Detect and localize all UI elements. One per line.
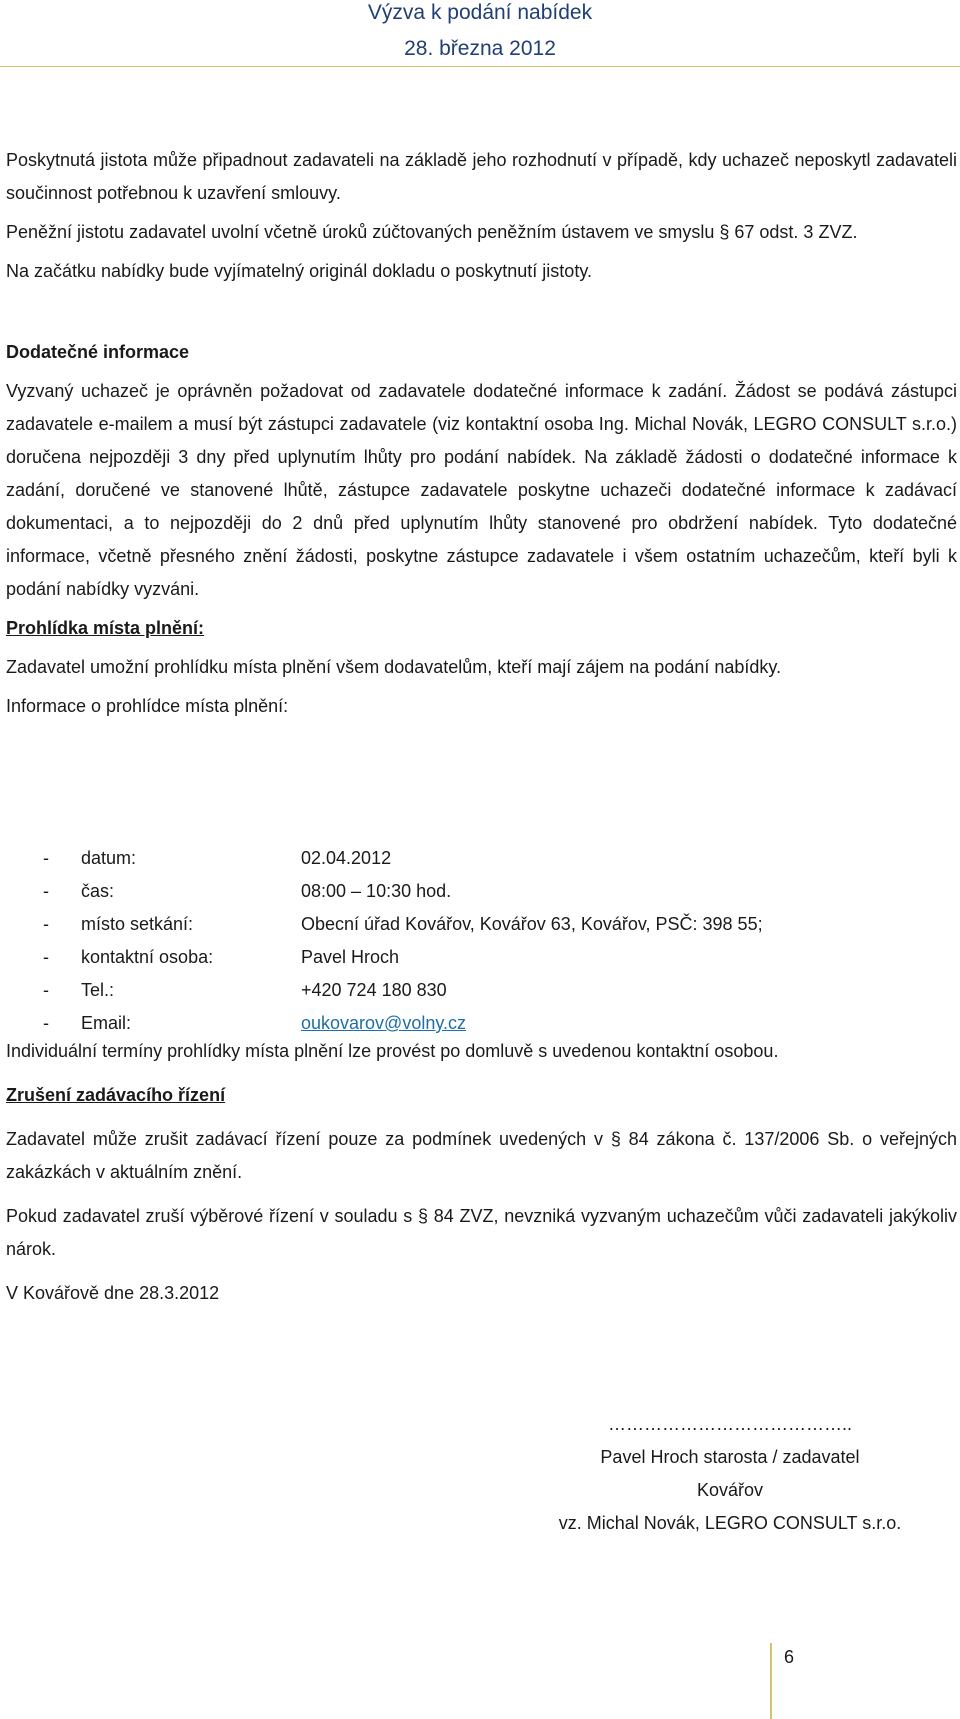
section-heading-prohlidka: Prohlídka místa plnění: [6, 618, 205, 638]
document-date: 28. března 2012 [404, 37, 556, 60]
document-body-continued [6, 1035, 957, 1310]
info-row-cas [6, 875, 946, 908]
section-heading-dodatecne-informace: Dodatečné informace [6, 342, 190, 362]
bullet-dash: - [43, 947, 49, 967]
info-label: místo setkání: [81, 914, 194, 934]
dodatecne-informace-paragraph: Vyzvaný uchazeč je oprávněn požadovat od zadavatele dodatečné informace k zadání. Žádost se podává zástupci zadavatele e-mailem a musí být zástupci zadavatele (viz kontaktní osoba Ing. Michal Novák, LEGRO CONSULT s.r.o.) doručena nejpozději 3 dny před uplynutím lhůty pro podání nabídek. Na základě žádosti o dodatečné informace k zadání, doručené ve stanovené lhůtě, zástupce zadavatele poskytne uchazeči dodatečné informace k zadávací dokumentaci, a to nejpozději do 2 dnů před uplynutím lhůty stanovené pro obdržení nabídek. Tyto dodatečné informace, včetně přesného znění žádosti, poskytne zástupce zadavatele i všem ostatním uchazečům, kteří byli k podání nabídky vyzváni. [6, 381, 957, 599]
section-heading-zruseni: Zrušení zadávacího řízení [6, 1085, 226, 1105]
info-value: Obecní úřad Kovářov, Kovářov 63, Kovářov, PSČ: 398 55; [301, 914, 763, 934]
email-link[interactable]: oukovarov@volny.cz [301, 1013, 467, 1033]
prohlidka-paragraph-1: Zadavatel umožní prohlídku místa plnění všem dodavatelům, kteří mají zájem na podání nabídky. [6, 657, 782, 677]
info-row-misto-setkani [6, 908, 946, 941]
prohlidka-paragraph-3: Individuální termíny prohlídky místa plnění lze provést po domluvě s uvedenou kontaktní osobou. [6, 1041, 779, 1061]
info-value: 08:00 – 10:30 hod. [301, 881, 452, 901]
info-value: Pavel Hroch [301, 947, 400, 967]
info-label: kontaktní osoba: [81, 947, 214, 967]
info-value: +420 724 180 830 [301, 980, 447, 1000]
info-label: datum: [81, 848, 137, 868]
jistota-paragraph-1: Poskytnutá jistota může připadnout zadavateli na základě jeho rozhodnutí v případě, kdy uchazeč neposkytl zadavateli součinnost potřebnou k uzavření smlouvy. [6, 150, 957, 203]
bullet-dash: - [43, 848, 49, 868]
info-label: Tel.: [81, 980, 115, 1000]
info-value: 02.04.2012 [301, 848, 392, 868]
document-body [6, 144, 957, 723]
signature-line-1: Pavel Hroch starosta / zadavatel [600, 1447, 860, 1467]
prohlidka-info-list [6, 842, 946, 1040]
info-label: čas: [81, 881, 115, 901]
signature-line-3: vz. Michal Novák, LEGRO CONSULT s.r.o. [558, 1513, 902, 1533]
place-and-date: V Kovářově dne 28.3.2012 [6, 1283, 220, 1303]
page-header [0, 0, 960, 67]
info-row-kontaktni-osoba [6, 941, 946, 974]
signature-block [520, 1408, 940, 1540]
document-title: Výzva k podání nabídek [367, 1, 593, 24]
info-row-tel [6, 974, 946, 1007]
bullet-dash: - [43, 980, 49, 1000]
jistota-paragraph-2: Peněžní jistotu zadavatel uvolní včetně úroků zúčtovaných peněžním ústavem ve smyslu § 67 odst. 3 ZVZ. [6, 222, 858, 242]
page-footer [770, 1643, 840, 1719]
bullet-dash: - [43, 881, 49, 901]
signature-dots: ………………………………….. [607, 1414, 852, 1434]
bullet-dash: - [43, 1013, 49, 1033]
info-label: Email: [81, 1013, 132, 1033]
prohlidka-paragraph-2: Informace o prohlídce místa plnění: [6, 696, 289, 716]
info-row-datum [6, 842, 946, 875]
zruseni-paragraph-2: Pokud zadavatel zruší výběrové řízení v souladu s § 84 ZVZ, nevzniká vyzvaným uchazečům vůči zadavateli jakýkoliv nárok. [6, 1206, 957, 1259]
jistota-paragraph-3: Na začátku nabídky bude vyjímatelný originál dokladu o poskytnutí jistoty. [6, 261, 592, 281]
bullet-dash: - [43, 914, 49, 934]
page-number: 6 [784, 1647, 795, 1667]
zruseni-paragraph-1: Zadavatel může zrušit zadávací řízení pouze za podmínek uvedených v § 84 zákona č. 137/2006 Sb. o veřejných zakázkách v aktuálním znění. [6, 1129, 957, 1182]
signature-line-2: Kovářov [696, 1480, 764, 1500]
